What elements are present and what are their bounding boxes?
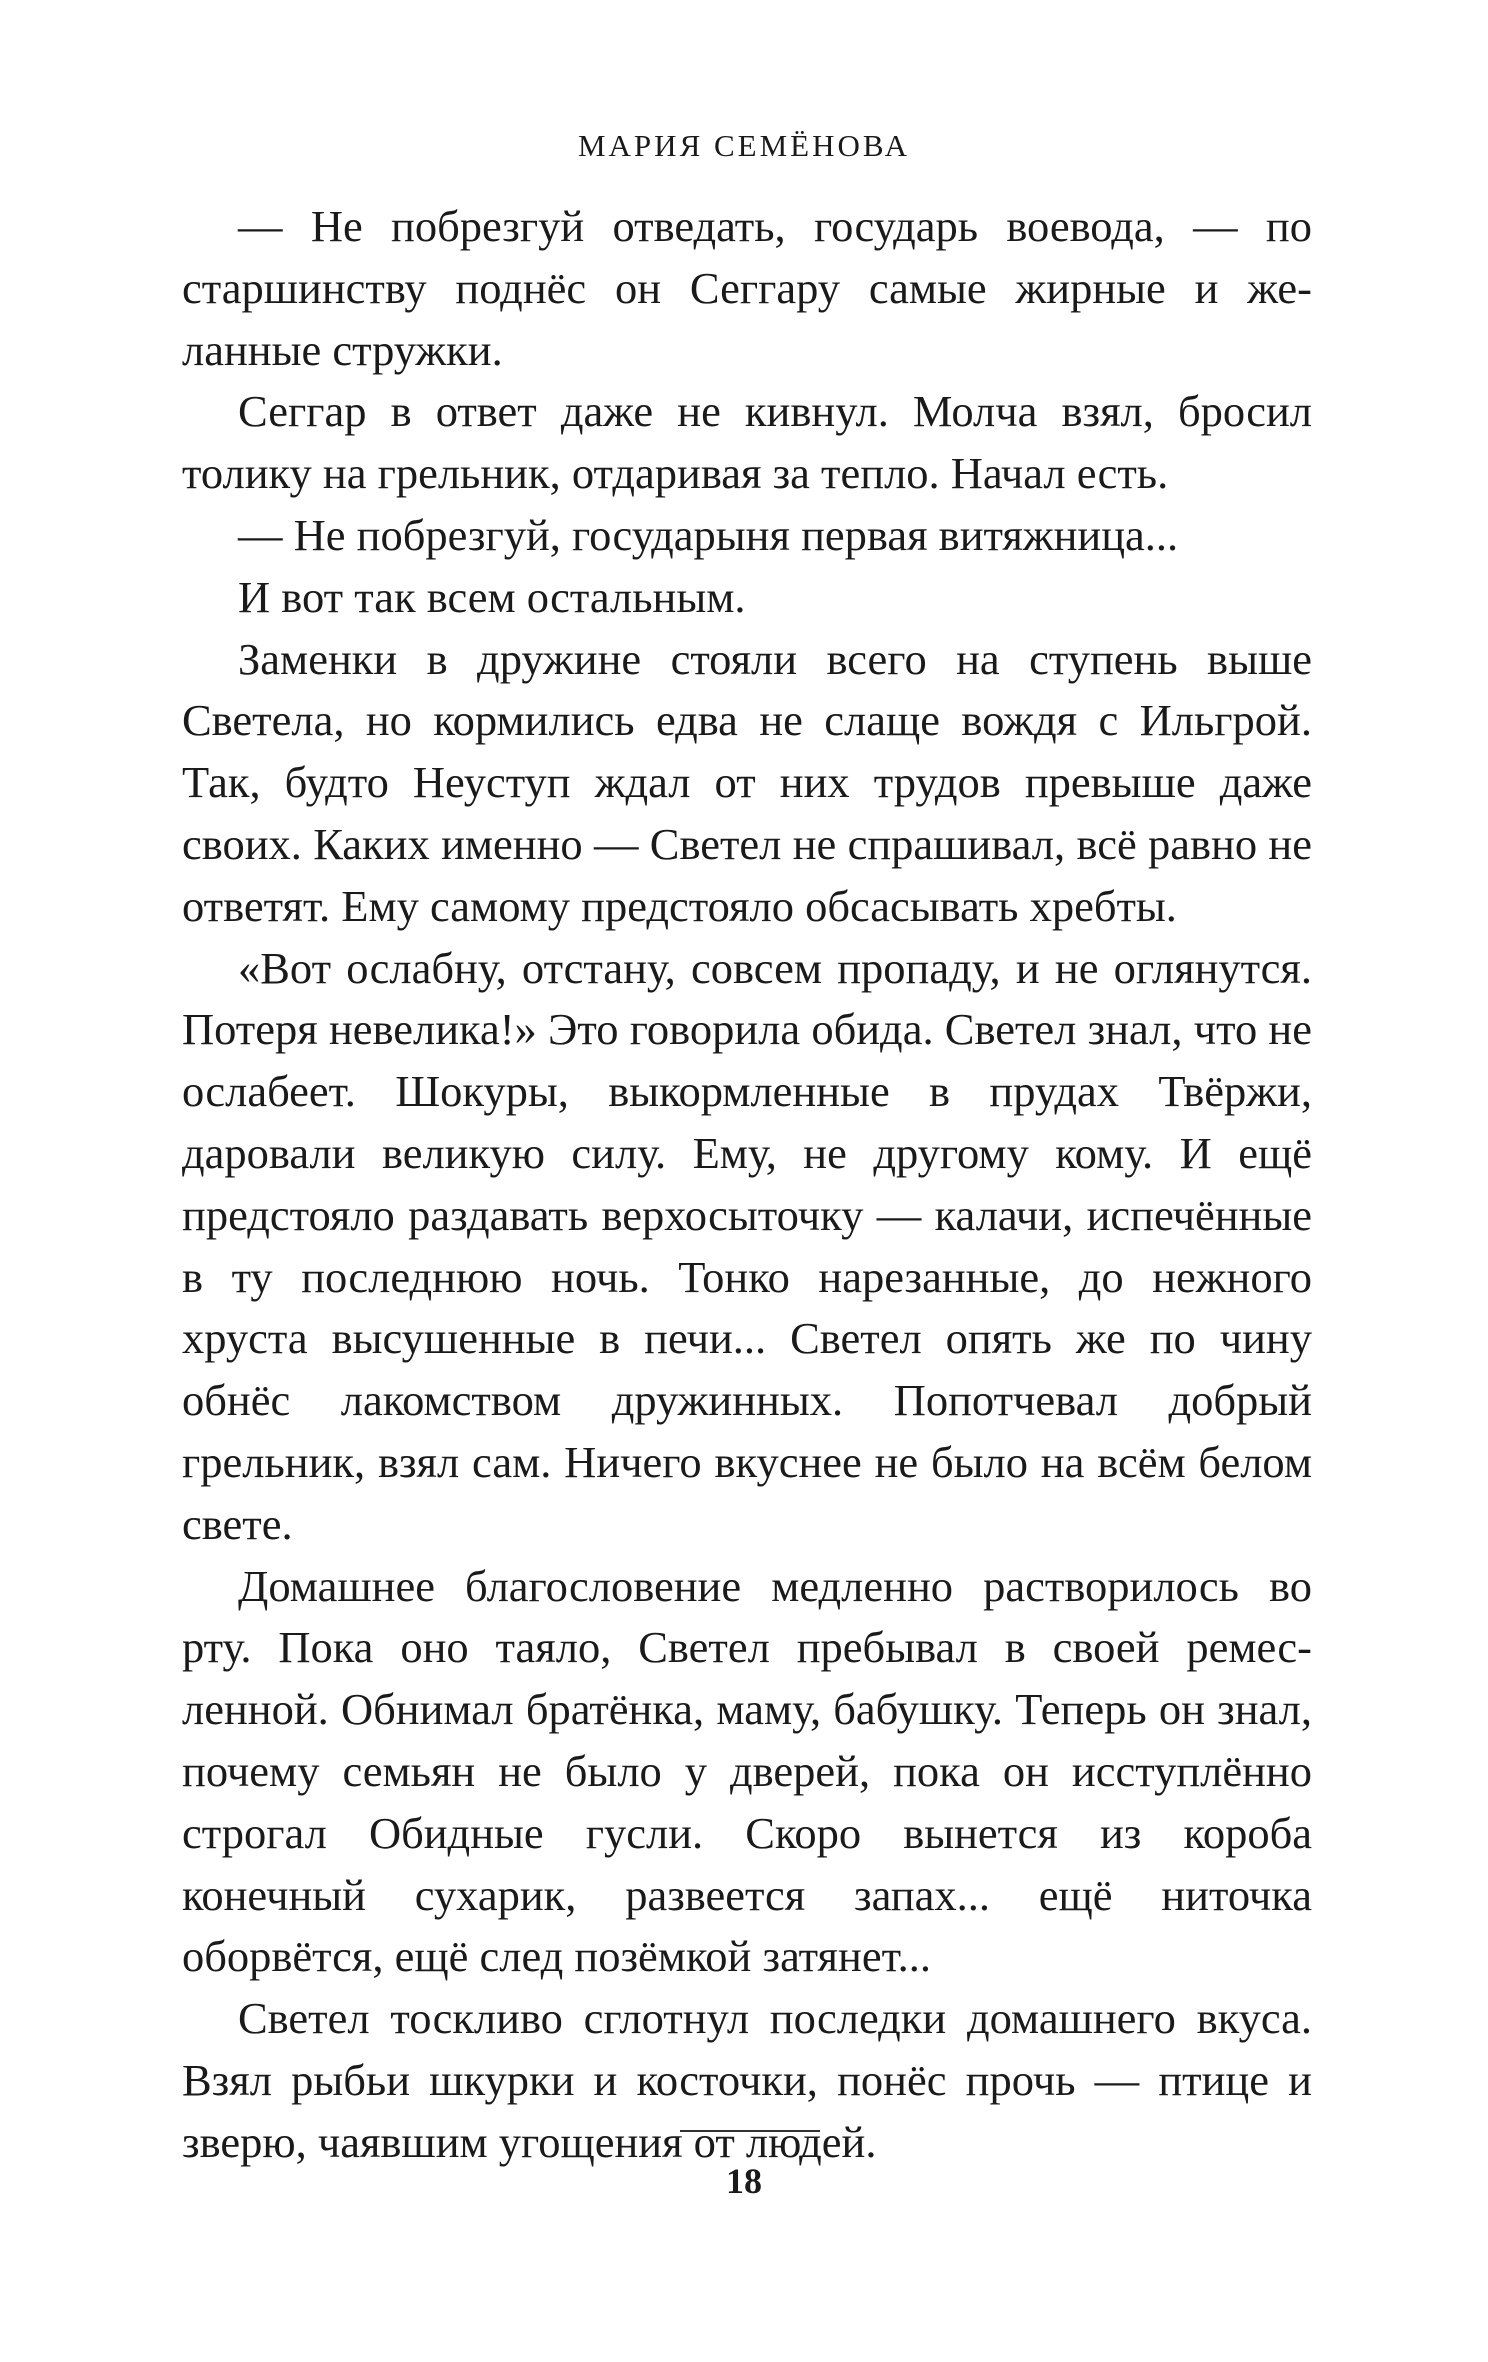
- paragraph: — Не побрезгуй, государыня первая витяжница...: [238, 509, 1179, 560]
- paragraph: Сеггар в ответ даже не кивнул. Молча взял, бросил толику на грельник, отдаривая за тепло. Начал есть.: [182, 386, 1312, 499]
- body-text: [182, 196, 1312, 2174]
- paragraph: Светел тоскливо сглотнул последки домашнего вкуса. Взял рыбьи шкурки и косточки, понёс прочь — птице и зверю, чаявшим угощения от людей.: [182, 1993, 1312, 2167]
- paragraph: И вот так всем остальным.: [238, 571, 746, 622]
- paragraph: — Не побрезгуй отведать, государь воевода, — по старшинству поднёс он Сеггару самые жирные и желанные стружки.: [182, 201, 1312, 375]
- page-number: 18: [726, 2161, 762, 2201]
- paragraph: Домашнее благословение медленно растворилось во рту. Пока оно таяло, Светел пребывал в своей ремесленной. Обнимал братёнка, маму, бабушку. Теперь он знал, почему семьян не было у дверей, пока он исступлённо строгал Обидные гусли. Скоро вынется из короба конечный сухарик, развеется запах... ещё ниточка оборвётся, ещё след позёмкой затянет...: [182, 1560, 1312, 1982]
- paragraph: Заменки в дружине стояли всего на ступень выше Светела, но кормились едва не слаще вождя с Ильгрой. Так, будто Неуступ ждал от них трудов превыше даже своих. Каких именно — Светел не спрашивал, всё равно не ответят. Ему самому предстояло обсасывать хребты.: [182, 633, 1312, 931]
- running-head: МАРИЯ СЕМЁНОВА: [577, 128, 910, 163]
- footer-rule: [680, 2130, 820, 2132]
- paragraph: «Вот ослабну, отстану, совсем пропаду, и не оглянутся. Потеря невелика!» Это говорила обида. Светел знал, что не ослабеет. Шокуры, выкормленные в прудах Твёржи, даровали великую силу. Ему, не другому кому. И ещё предстояло раздавать верхосыточку — калачи, испечённые в ту последнюю ночь. Тонко нарезанные, до нежного хруста высушенные в печи... Светел опять же по чину обнёс лакомством дружинных. Попотчевал добрый грельник, взял сам. Ничего вкуснее не было на всём белом свете.: [182, 942, 1312, 1549]
